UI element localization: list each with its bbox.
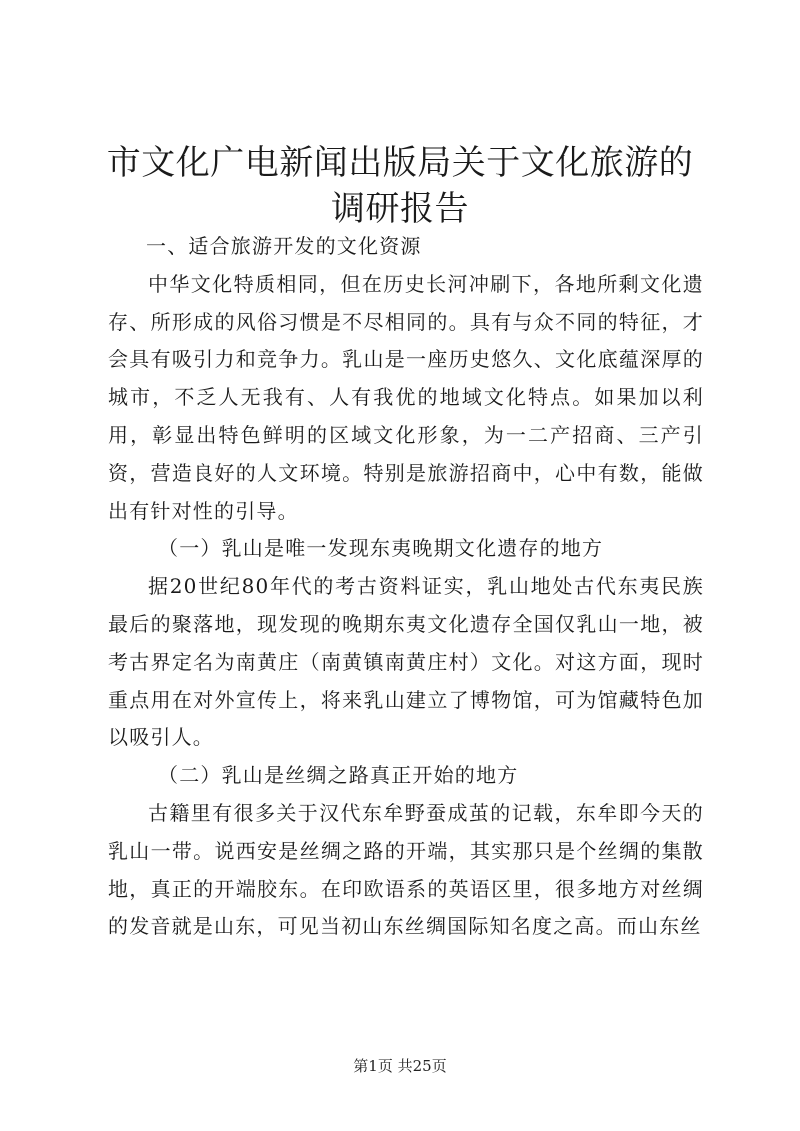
- subsection-heading: （一）乳山是唯一发现东夷晚期文化遗存的地方: [158, 536, 604, 561]
- paragraph: 中华文化特质相同，但在历史长河冲刷下，各地所剩文化遗存、所形成的风俗习惯是不尽相同的。具有与众不同的特征，才会具有吸引力和竞争力。乳山是一座历史悠久、文化底蕴深厚的城市，不乏人无我有、人有我优的地域文化特点。如果加以利用，彰显出特色鲜明的区域文化形象，为一二产招商、三产引资，营造良好的人文环境。特别是旅游招商中，心中有数，能做出有针对性的引导。: [108, 271, 704, 523]
- page-footer: 第1页 共25页: [353, 1057, 447, 1075]
- paragraph: 古籍里有很多关于汉代东牟野蚕成茧的记载，东牟即今天的乳山一带。说西安是丝绸之路的开端，其实那只是个丝绸的集散地，真正的开端胶东。在印欧语系的英语区里，很多地方对丝绸的发音就是山东，可见当初山东丝绸国际知名度之高。而山东丝: [108, 800, 704, 939]
- section-heading: 一、适合旅游开发的文化资源: [146, 234, 422, 258]
- subsection-heading: （二）乳山是丝绸之路真正开始的地方: [158, 763, 519, 788]
- paragraph: 据20世纪80年代的考古资料证实，乳山地处古代东夷民族最后的聚落地，现发现的晚期东夷文化遗存全国仅乳山一地，被考古界定名为南黄庄（南黄镇南黄庄村）文化。对这方面，现时重点用在对外宣传上，将来乳山建立了博物馆，可为馆藏特色加以吸引人。: [108, 574, 704, 750]
- document-title: 市文化广电新闻出版局关于文化旅游的调研报告: [106, 143, 694, 229]
- document-body: [108, 228, 704, 946]
